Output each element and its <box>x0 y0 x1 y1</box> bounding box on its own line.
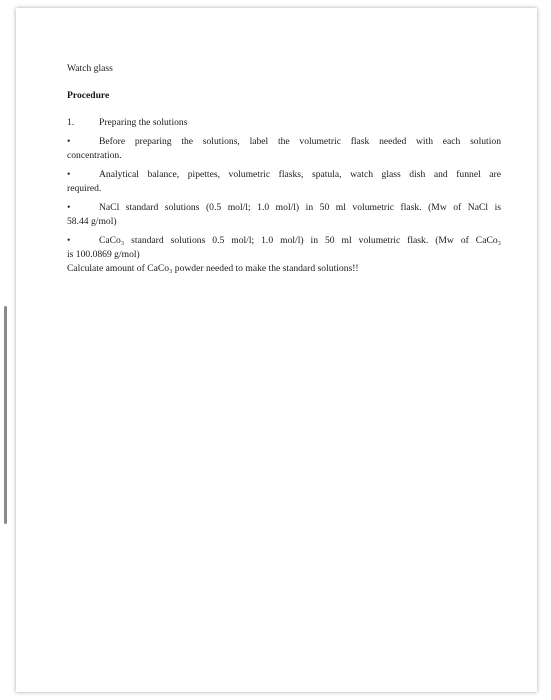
bullet-marker: • <box>67 235 71 246</box>
bullet-item-2 <box>67 168 501 196</box>
bullet-text-line1: CaCo₃ standard solutions 0.5 mol/l; 1.0 mol/l) in 50 ml volumetric flask. (Mw of CaCo₃ <box>99 235 501 246</box>
bullet-text-line2: 58.44 g/mol) <box>67 216 117 227</box>
bullet-item-1 <box>67 135 501 163</box>
bullet-marker: • <box>67 136 71 147</box>
bullet-item-4 <box>67 234 501 262</box>
closing-instruction: Calculate amount of CaCo₃ powder needed to make the standard solutions!! <box>67 263 359 274</box>
bullet-text-line2: required. <box>67 183 102 194</box>
bullet-item-3 <box>67 201 501 229</box>
step-number: 1. <box>67 117 75 128</box>
step-1 <box>67 116 501 130</box>
bullet-text-line2: concentration. <box>67 150 122 161</box>
bullet-text-line1: Before preparing the solutions, label the volumetric flask needed with each solution <box>99 136 501 147</box>
bullet-marker: • <box>67 169 71 180</box>
bullet-text-line1: NaCl standard solutions (0.5 mol/l; 1.0 mol/l) in 50 ml volumetric flask. (Mw of NaCl is <box>99 202 501 213</box>
bullet-text-line1: Analytical balance, pipettes, volumetric flasks, spatula, watch glass dish and funnel are <box>99 169 501 180</box>
scrollbar[interactable] <box>4 306 7 524</box>
heading-watch-glass: Watch glass <box>67 63 113 74</box>
bullet-marker: • <box>67 202 71 213</box>
procedure-title: Procedure <box>67 90 110 101</box>
document-page <box>16 8 537 692</box>
bullet-text-line2: is 100.0869 g/mol) <box>67 249 140 260</box>
document-content <box>67 62 501 276</box>
step-label: Preparing the solutions <box>99 117 188 128</box>
